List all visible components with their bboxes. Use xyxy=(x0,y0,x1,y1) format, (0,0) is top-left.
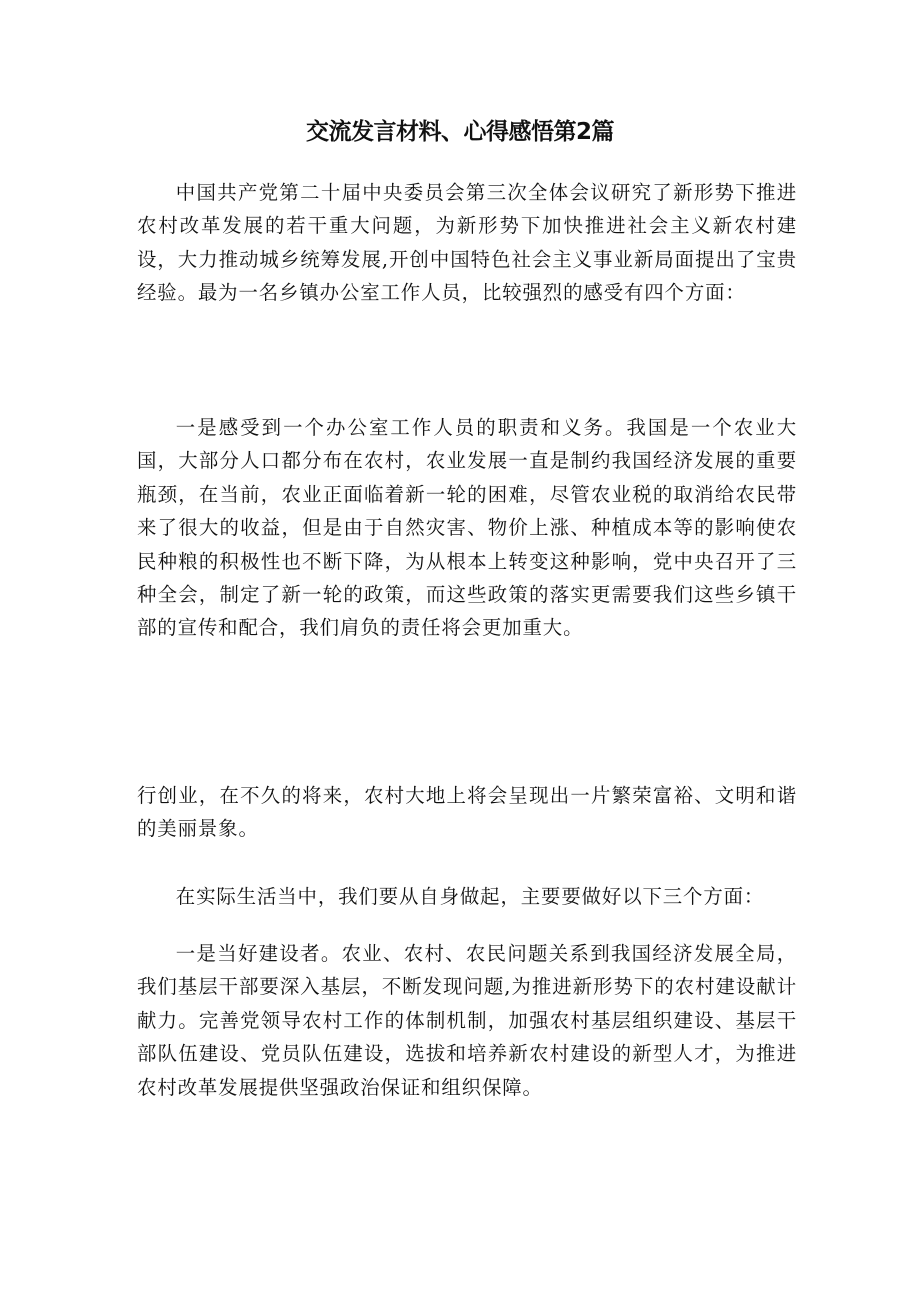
paragraph-three-aspects: 在实际生活当中，我们要从自身做起，主要要做好以下三个方面： xyxy=(175,885,765,908)
paragraph-builder: 一是当好建设者。农业、农村、农民问题关系到我国经济发展全局，我们基层干部要深入基层，不断发现问题,为推进新形势下的农村建设献计献力。完善党领导农村工作的体制机制，加强农村基层组织建设、基层干部队伍建设、党员队伍建设，选拔和培养新农村建设的新型人才，为推进农村改革发展提供坚强政治保证和组织保障。 xyxy=(137,942,797,1099)
paragraph-continuation: 行创业，在不久的将来，农村大地上将会呈现出一片繁荣富裕、文明和谐的美丽景象。 xyxy=(137,784,797,841)
paragraph-duties: 一是感受到一个办公室工作人员的职责和义务。我国是一个农业大国，大部分人口都分布在农村，农业发展一直是制约我国经济发展的重要瓶颈，在当前，农业正面临着新一轮的困难，尽管农业税的取消给农民带来了很大的收益，但是由于自然灾害、物价上涨、种植成本等的影响使农民种粮的积极性也不断下降，为从根本上转变这种影响，党中央召开了三种全会，制定了新一轮的政策，而这些政策的落实更需要我们这些乡镇干部的宣传和配合，我们肩负的责任将会更加重大。 xyxy=(137,416,797,640)
paragraph-intro: 中国共产党第二十届中央委员会第三次全体会议研究了新形势下推进农村改革发展的若干重大问题，为新形势下加快推进社会主义新农村建设，大力推动城乡统筹发展,开创中国特色社会主义事业新局面提出了宝贵经验。最为一名乡镇办公室工作人员，比较强烈的感受有四个方面： xyxy=(137,181,797,305)
document-title: 交流发言材料、心得感悟第2篇 xyxy=(305,119,614,145)
